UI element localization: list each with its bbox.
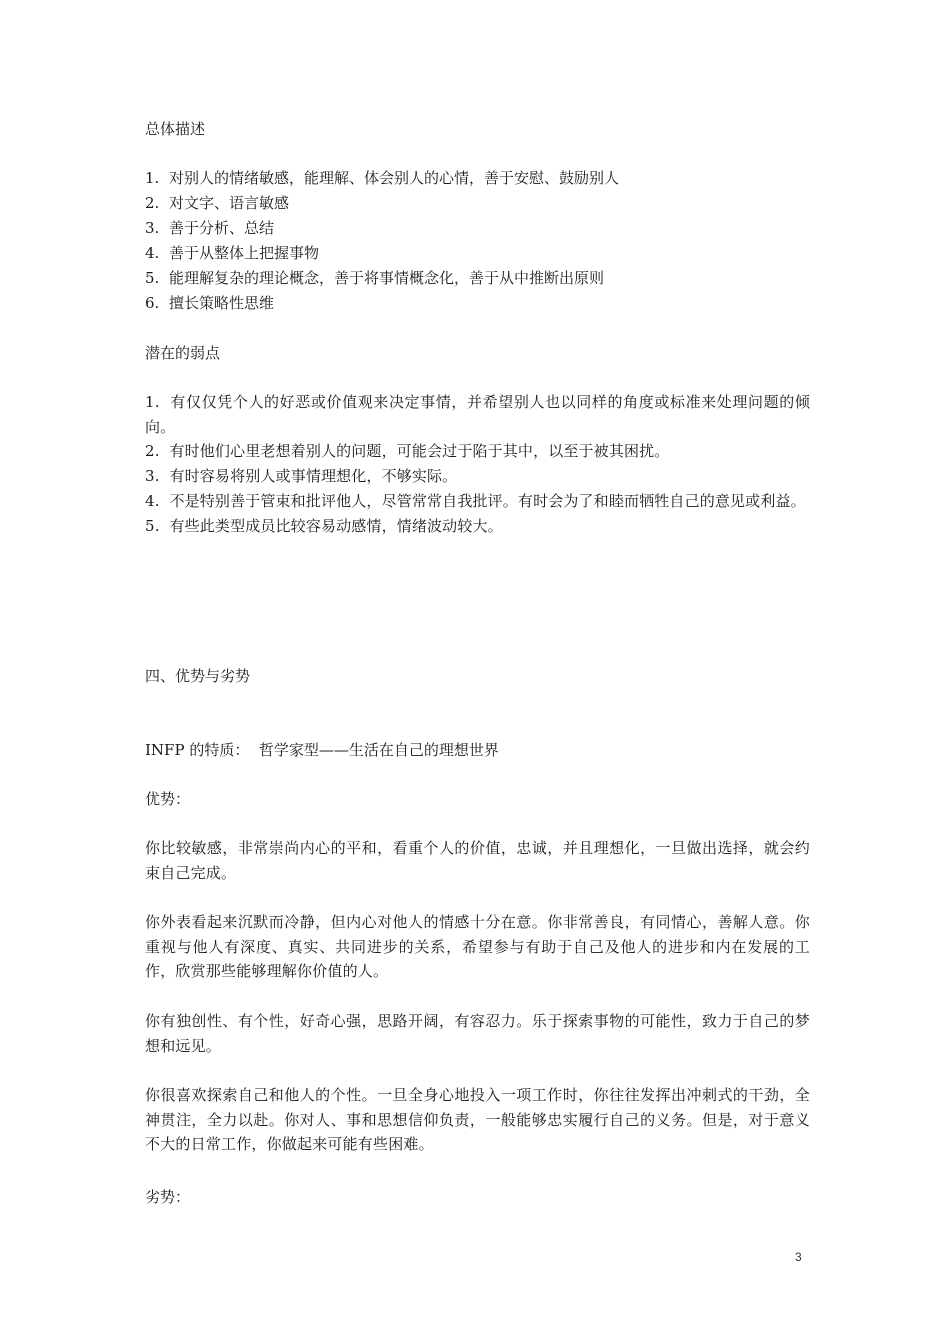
list-item: 4. 善于从整体上把握事物 [145, 244, 320, 262]
list-item: 1. 有仅仅凭个人的好恶或价值观来决定事情，并希望别人也以同样的角度或标准来处理问题的倾向。 [145, 393, 810, 436]
weaknesses-label: 劣势： [145, 1188, 191, 1206]
trait-text: INFP 的特质： 哲学家型——生活在自己的理想世界 [145, 741, 499, 759]
list-item: 5. 能理解复杂的理论概念，善于将事情概念化，善于从中推断出原则 [145, 269, 605, 287]
section-heading-overall [145, 117, 810, 142]
list-item: 3. 善于分析、总结 [145, 219, 275, 237]
list-item: 5. 有些此类型成员比较容易动感情，情绪波动较大。 [145, 516, 503, 535]
trait-line [145, 738, 810, 763]
list-item: 2. 有时他们心里老想着别人的问题，可能会过于陷于其中，以至于被其困扰。 [145, 442, 670, 461]
strengths-label: 优势： [145, 790, 191, 808]
list-item: 2. 对文字、语言敏感 [145, 194, 290, 212]
weakness-list [145, 390, 810, 538]
section-heading-four [145, 664, 810, 689]
section-heading-weakness [145, 341, 810, 366]
list-item: 1. 对别人的情绪敏感，能理解、体会别人的心情，善于安慰、鼓励别人 [145, 169, 620, 187]
list-item: 3. 有时容易将别人或事情理想化，不够实际。 [145, 467, 458, 486]
paragraph: 你有独创性、有个性，好奇心强，思路开阔，有容忍力。乐于探索事物的可能性，致力于自己的梦想和远见。 [145, 1012, 810, 1055]
paragraph: 你外表看起来沉默而冷静，但内心对他人的情感十分在意。你非常善良，有同情心，善解人意。你重视与他人有深度、真实、共同进步的关系，希望参与有助于自己及他人的进步和内在发展的工作，欣赏那些能够理解你价值的人。 [145, 913, 810, 981]
paragraph: 你很喜欢探索自己和他人的个性。一旦全身心地投入一项工作时，你往往发挥出冲刺式的干劲，全神贯注，全力以赴。你对人、事和思想信仰负责，一般能够忠实履行自己的义务。但是，对于意义不大的日常工作，你做起来可能有些困难。 [145, 1086, 810, 1154]
heading-text: 潜在的弱点 [145, 344, 221, 362]
heading-text: 四、优势与劣势 [145, 667, 251, 685]
overall-list [145, 166, 810, 316]
page-number: 3 [795, 1250, 802, 1264]
paragraph: 你比较敏感，非常崇尚内心的平和，看重个人的价值，忠诚，并且理想化，一旦做出选择，就会约束自己完成。 [145, 839, 810, 882]
heading-text: 总体描述 [145, 120, 206, 138]
list-item: 6. 擅长策略性思维 [145, 294, 275, 312]
list-item: 4. 不是特别善于管束和批评他人，尽管常常自我批评。有时会为了和睦而牺牲自己的意见或利益。 [145, 491, 806, 510]
